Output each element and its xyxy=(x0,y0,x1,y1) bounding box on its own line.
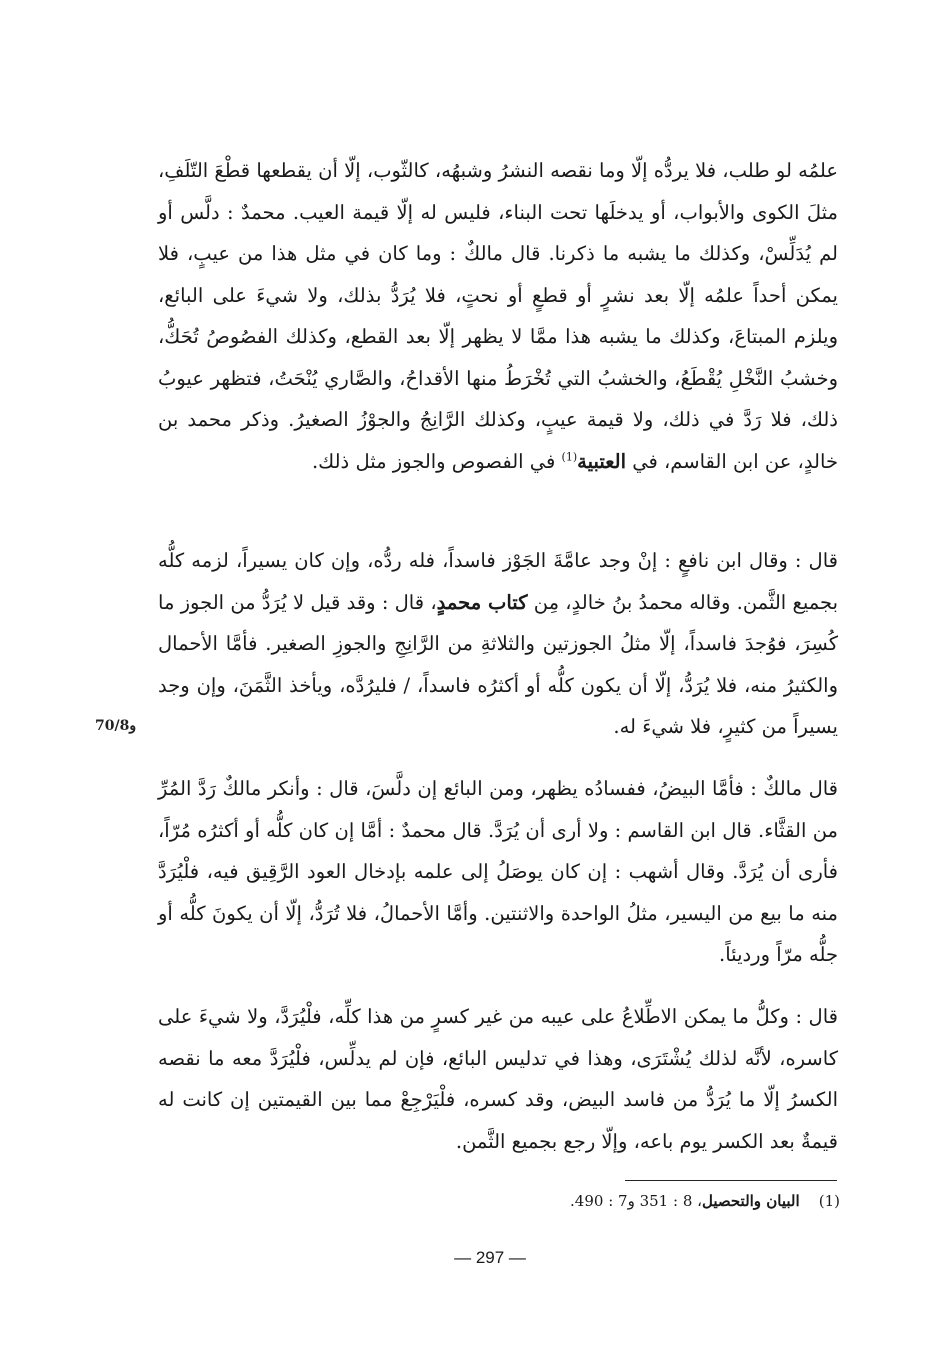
footnote-title: البيان والتحصيل xyxy=(701,1192,800,1210)
manuscript-folio-ref: 70/8و xyxy=(95,718,137,734)
footnote xyxy=(460,1186,840,1216)
paragraph-1-text: علمُه لو طلب، فلا يردُّه إلّا وما نقصه النشرُ وشبهُه، كالثّوب، إلّا أن يقطعها قطْعَ التّلَفِ، مثلَ الكوى والأبواب، أو يدخلَها تحت البناء، فليس له إلّا قيمة العيب. محمدٌ : دلَّس أو لم يُدَلِّسْ، وكذلك ما يشبه ما ذكرنا. قال مالكٌ : وما كان في مثل هذا من عيبٍ، فلا يمكن أحداً علمُه إلّا بعد نشرٍ أو قطعٍ أو نحتٍ، فلا يُرَدُّ بذلك، ولا شيءَ على البائع، ويلزم المبتاعَ، وكذلك ما يشبه هذا ممَّا لا يظهر إلّا بعد القطع، وكذلك الفصُوصُ تُحَكُّ، وخشبُ النَّخْلِ يُقْطَعُ، والخشبُ التي تُخْرَطُ منها الأقداحُ، والصَّاري يُنْحَتُ، فتظهر عيوبُ ذلك، فلا رَدَّ في ذلك، ولا قيمة عيبٍ، وكذلك الرَّانِجُ والجوْزُ الصغيرُ. وذكر محمد بن خالدٍ، عن ابن القاسم، في xyxy=(158,159,838,473)
book-title-kitab-muhammad: كتاب محمدٍ xyxy=(436,590,528,614)
paragraph-3: قال مالكٌ : فأمَّا البيضُ، ففسادُه يظهر، ومن البائع إن دلَّسَ، قال : وأنكر مالكٌ رَدَّ المُرِّ من القثَّاء. قال ابن القاسم : ولا أرى أن يُرَدَّ. قال محمدٌ : أمَّا إن كان كلُّه أو أكثرُه مُرّاً، فأرى أن يُرَدَّ. وقال أشهب : إن كان يوصَلُ إلى علمه بإدخال العود الرَّقِيق فيه، فلْيُرَدَّ منه ما بيع من اليسير، مثلُ الواحدة والاثنتين. وأمَّا الأحمالُ، فلا تُرَدُّ، إلّا أن يكونَ كلُّه أو جلُّه مرّاً ورديئاً. xyxy=(158,777,838,966)
paragraph-2-text-a: قال : وقال ابن نافعٍ : إنْ وجد عامَّةَ الجَوْز فاسداً، فله ردُّه، وإن كان يسيراً، لزمه كلُّه بجميع الثَّمن. وقاله محمدُ بنُ خالدٍ، مِن xyxy=(158,549,839,614)
footnote-divider xyxy=(625,1180,837,1181)
page-number: — 297 — xyxy=(454,1248,526,1267)
paragraph-1 xyxy=(158,150,838,482)
paragraph-2 xyxy=(158,540,838,748)
paragraph-4: قال : وكلُّ ما يمكن الاطِّلاعُ على عيبه من غير كسرٍ من هذا كلِّه، فلْيُرَدَّ، ولا شيءَ على كاسره، لأنَّه لذلك يُشْتَرَى، وهذا في تدليس البائع، فإن لم يدلِّس، فلْيُرَدَّ معه ما نقصه الكسرُ إلّا ما يُرَدُّ من فاسد البيض، وقد كسره، فلْيَرْجِعْ مما بين القيمتين إن كانت له قيمةٌ بعد الكسر يوم باعه، وإلّا رجع بجميع الثَّمن. xyxy=(158,1005,838,1153)
footnote-number: (1) xyxy=(818,1192,840,1210)
footnote-ref: (1) xyxy=(561,450,578,463)
footnote-text: ، 8 : 351 و7 : 490. xyxy=(570,1192,702,1210)
paragraph-1-end: في الفصوص والجوز مثل ذلك. xyxy=(311,449,562,473)
paragraph-2-text-b: ، قال : وقد قيل لا يُرَدُّ من الجوز ما كُسِرَ، فوُجدَ فاسداً، إلّا مثلُ الجوزتين والثلاثةِ من الرَّانِجِ والجوزِ الصغير. فأمَّا الأحمال والكثيرُ منه، فلا يُرَدُّ، إلّا أن يكون كلُّه أو أكثرُه فاسداً، / فليرُدَّه، ويأخذ الثَّمَنَ، وإن وجد يسيراً من كثيرٍ، فلا شيءَ له. xyxy=(158,590,838,738)
book-title-utbiyya: العتبية xyxy=(577,449,627,473)
